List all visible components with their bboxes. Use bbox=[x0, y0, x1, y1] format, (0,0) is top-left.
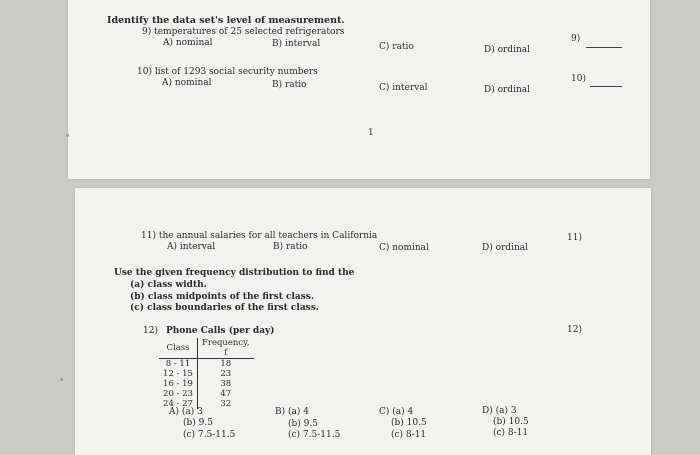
question-9-answer-label: 9) bbox=[571, 34, 581, 44]
question-11-option-d: D) ordinal bbox=[482, 243, 528, 253]
table-cell-class: 20 - 23 bbox=[159, 389, 198, 399]
question-12-option-a-part-c: (c) 7.5-11.5 bbox=[183, 430, 236, 440]
question-10-option-b: B) ratio bbox=[272, 80, 307, 90]
question-10-option-d: D) ordinal bbox=[484, 85, 530, 95]
question-10-option-a: A) nominal bbox=[162, 78, 212, 88]
table-cell-frequency: 38 bbox=[220, 379, 232, 389]
question-12-option-c-part-b: (b) 10.5 bbox=[391, 418, 427, 428]
question-9-answer-blank[interactable] bbox=[586, 47, 622, 48]
question-9-text: 9) temperatures of 25 selected refrigerators bbox=[142, 27, 345, 37]
question-12-answer-label: 12) bbox=[567, 325, 582, 335]
worksheet-page-1 bbox=[68, 0, 650, 179]
table-cell-class: 24 - 27 bbox=[159, 399, 198, 409]
question-12-option-a-part-a: A) (a) 3 bbox=[169, 407, 203, 417]
table-row bbox=[159, 359, 254, 370]
question-11-text: 11) the annual salaries for all teachers in California bbox=[141, 231, 378, 241]
question-11-answer-label: 11) bbox=[567, 233, 582, 243]
table-cell-frequency: 32 bbox=[220, 399, 232, 409]
frequency-table bbox=[159, 338, 254, 409]
table-cell-frequency: 18 bbox=[220, 359, 232, 369]
question-12-option-b-part-b: (b) 9.5 bbox=[288, 419, 318, 429]
question-12-option-c-part-c: (c) 8-11 bbox=[391, 430, 427, 440]
question-9-option-a: A) nominal bbox=[163, 38, 213, 48]
instruction-frequency-line2: (a) class width. bbox=[130, 280, 207, 290]
question-12-option-b-part-a: B) (a) 4 bbox=[275, 407, 309, 417]
question-11-option-a: A) interval bbox=[167, 242, 216, 252]
question-10-text: 10) list of 1293 social security numbers bbox=[137, 67, 318, 77]
worksheet-page-2 bbox=[75, 188, 651, 455]
page-number: 1 bbox=[368, 128, 374, 138]
instruction-frequency-line1: Use the given frequency distribution to find the bbox=[114, 268, 355, 278]
table-cell-frequency: 47 bbox=[220, 389, 232, 399]
question-9-option-c: C) ratio bbox=[379, 42, 414, 52]
table-cell-frequency: 23 bbox=[220, 369, 232, 379]
table-row bbox=[159, 369, 254, 379]
question-11-option-b: B) ratio bbox=[273, 242, 308, 252]
question-12-option-d-part-c: (c) 8-11 bbox=[493, 428, 529, 438]
question-10-answer-blank[interactable] bbox=[590, 86, 622, 87]
instruction-frequency-line4: (c) class boundaries of the first class. bbox=[130, 303, 319, 313]
table-header-frequency: Frequency, f bbox=[198, 338, 254, 359]
background-speck bbox=[66, 134, 69, 137]
question-11-option-c: C) nominal bbox=[379, 243, 429, 253]
table-cell-class: 16 - 19 bbox=[159, 379, 198, 389]
question-9-option-b: B) interval bbox=[272, 39, 321, 49]
table-row bbox=[159, 379, 254, 389]
question-12-number: 12) bbox=[143, 326, 158, 336]
question-12-option-c-part-a: C) (a) 4 bbox=[379, 407, 414, 417]
question-12-title: Phone Calls (per day) bbox=[166, 326, 275, 336]
instruction-frequency-line3: (b) class midpoints of the first class. bbox=[130, 292, 314, 302]
question-12-option-d-part-a: D) (a) 3 bbox=[482, 406, 517, 416]
question-10-option-c: C) interval bbox=[379, 83, 428, 93]
table-row bbox=[159, 389, 254, 399]
question-12-option-b-part-c: (c) 7.5-11.5 bbox=[288, 430, 341, 440]
question-10-answer-label: 10) bbox=[571, 74, 586, 84]
question-9-option-d: D) ordinal bbox=[484, 45, 530, 55]
table-cell-class: 12 - 15 bbox=[159, 369, 198, 379]
instruction-level-of-measurement: Identify the data set's level of measurement. bbox=[107, 15, 345, 26]
table-cell-class: 8 - 11 bbox=[159, 359, 198, 370]
question-12-option-d-part-b: (b) 10.5 bbox=[493, 417, 529, 427]
table-header-class: Class bbox=[159, 338, 198, 359]
background-speck bbox=[60, 378, 63, 381]
question-12-option-a-part-b: (b) 9.5 bbox=[183, 418, 213, 428]
